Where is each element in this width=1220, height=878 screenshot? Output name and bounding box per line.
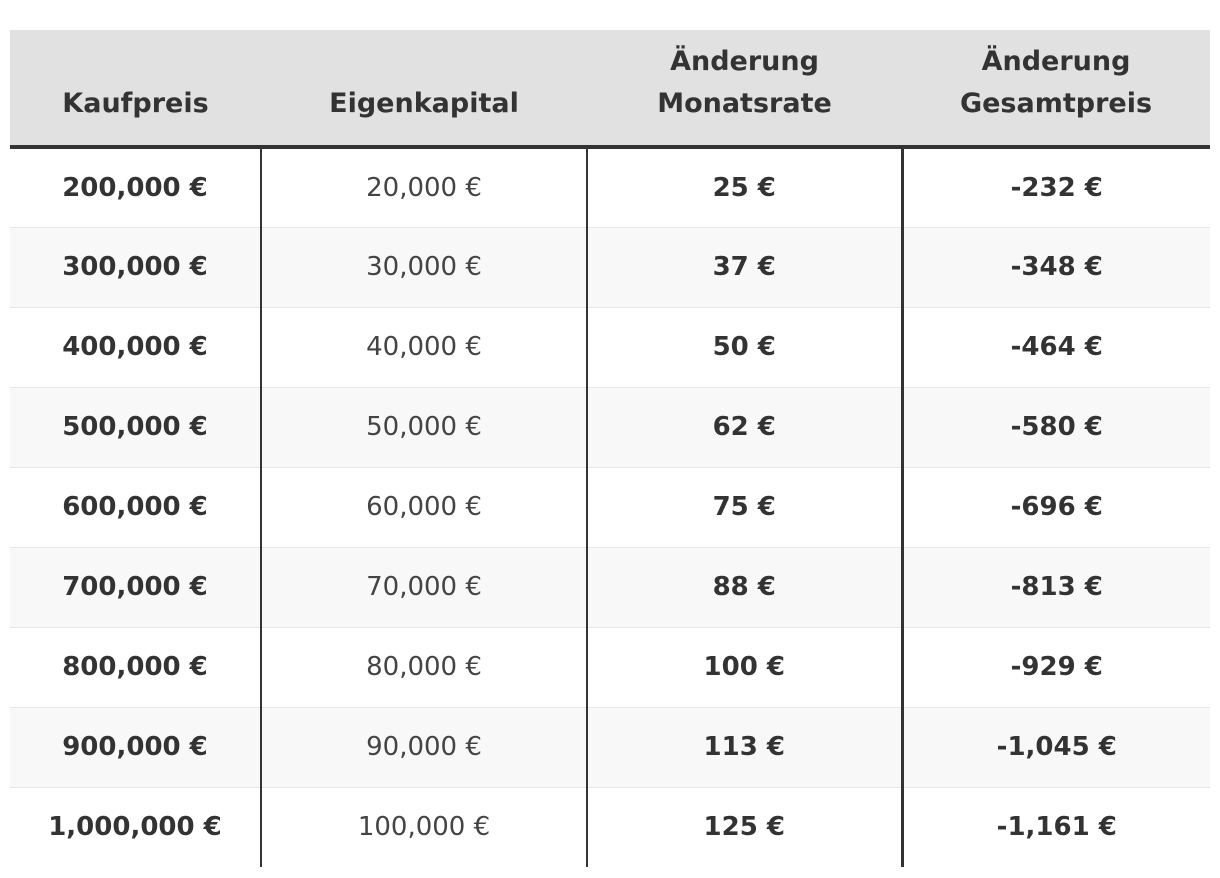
cell-kaufpreis: 800,000 € [10, 627, 261, 707]
table-row [10, 307, 1210, 387]
table-row [10, 627, 1210, 707]
cell-eigenkapital: 20,000 € [261, 147, 587, 227]
cell-eigenkapital: 100,000 € [261, 787, 587, 867]
table-row [10, 147, 1210, 227]
cell-aenderung-monatsrate: 25 € [587, 147, 902, 227]
cell-eigenkapital: 50,000 € [261, 387, 587, 467]
cell-aenderung-monatsrate: 62 € [587, 387, 902, 467]
table-body [10, 147, 1210, 867]
header-aenderung-monatsrate [587, 30, 902, 147]
header-monatsrate-line-2: Monatsrate [657, 88, 832, 119]
table-row [10, 707, 1210, 787]
cell-aenderung-monatsrate: 113 € [587, 707, 902, 787]
cell-aenderung-monatsrate: 88 € [587, 547, 902, 627]
header-gesamtpreis-line-1: Änderung [981, 46, 1131, 77]
price-comparison-table [10, 30, 1210, 867]
cell-kaufpreis: 900,000 € [10, 707, 261, 787]
cell-aenderung-gesamtpreis: -580 € [902, 387, 1210, 467]
cell-kaufpreis: 500,000 € [10, 387, 261, 467]
cell-kaufpreis: 200,000 € [10, 147, 261, 227]
header-kaufpreis [10, 30, 261, 147]
cell-aenderung-gesamtpreis: -929 € [902, 627, 1210, 707]
table-row [10, 467, 1210, 547]
cell-aenderung-gesamtpreis: -1,161 € [902, 787, 1210, 867]
header-eigenkapital [261, 30, 587, 147]
cell-aenderung-monatsrate: 37 € [587, 227, 902, 307]
cell-aenderung-monatsrate: 75 € [587, 467, 902, 547]
header-monatsrate-line-1: Änderung [670, 46, 819, 77]
table-row [10, 387, 1210, 467]
cell-aenderung-gesamtpreis: -232 € [902, 147, 1210, 227]
cell-aenderung-gesamtpreis: -464 € [902, 307, 1210, 387]
cell-eigenkapital: 40,000 € [261, 307, 587, 387]
price-comparison-table-container [10, 30, 1210, 867]
cell-eigenkapital: 80,000 € [261, 627, 587, 707]
cell-kaufpreis: 700,000 € [10, 547, 261, 627]
header-kaufpreis-label: Kaufpreis [62, 88, 209, 119]
cell-aenderung-gesamtpreis: -348 € [902, 227, 1210, 307]
cell-eigenkapital: 60,000 € [261, 467, 587, 547]
cell-aenderung-monatsrate: 50 € [587, 307, 902, 387]
header-gesamtpreis-line-2: Gesamtpreis [959, 88, 1153, 119]
cell-kaufpreis: 600,000 € [10, 467, 261, 547]
table-row [10, 547, 1210, 627]
cell-aenderung-gesamtpreis: -1,045 € [902, 707, 1210, 787]
cell-kaufpreis: 1,000,000 € [10, 787, 261, 867]
cell-kaufpreis: 400,000 € [10, 307, 261, 387]
cell-eigenkapital: 90,000 € [261, 707, 587, 787]
header-aenderung-gesamtpreis [902, 30, 1210, 147]
table-row [10, 787, 1210, 867]
cell-aenderung-monatsrate: 125 € [587, 787, 902, 867]
cell-kaufpreis: 300,000 € [10, 227, 261, 307]
cell-eigenkapital: 70,000 € [261, 547, 587, 627]
header-row [10, 30, 1210, 147]
cell-aenderung-monatsrate: 100 € [587, 627, 902, 707]
table-header [10, 30, 1210, 147]
header-eigenkapital-label: Eigenkapital [329, 88, 519, 119]
cell-aenderung-gesamtpreis: -813 € [902, 547, 1210, 627]
cell-eigenkapital: 30,000 € [261, 227, 587, 307]
cell-aenderung-gesamtpreis: -696 € [902, 467, 1210, 547]
table-row [10, 227, 1210, 307]
